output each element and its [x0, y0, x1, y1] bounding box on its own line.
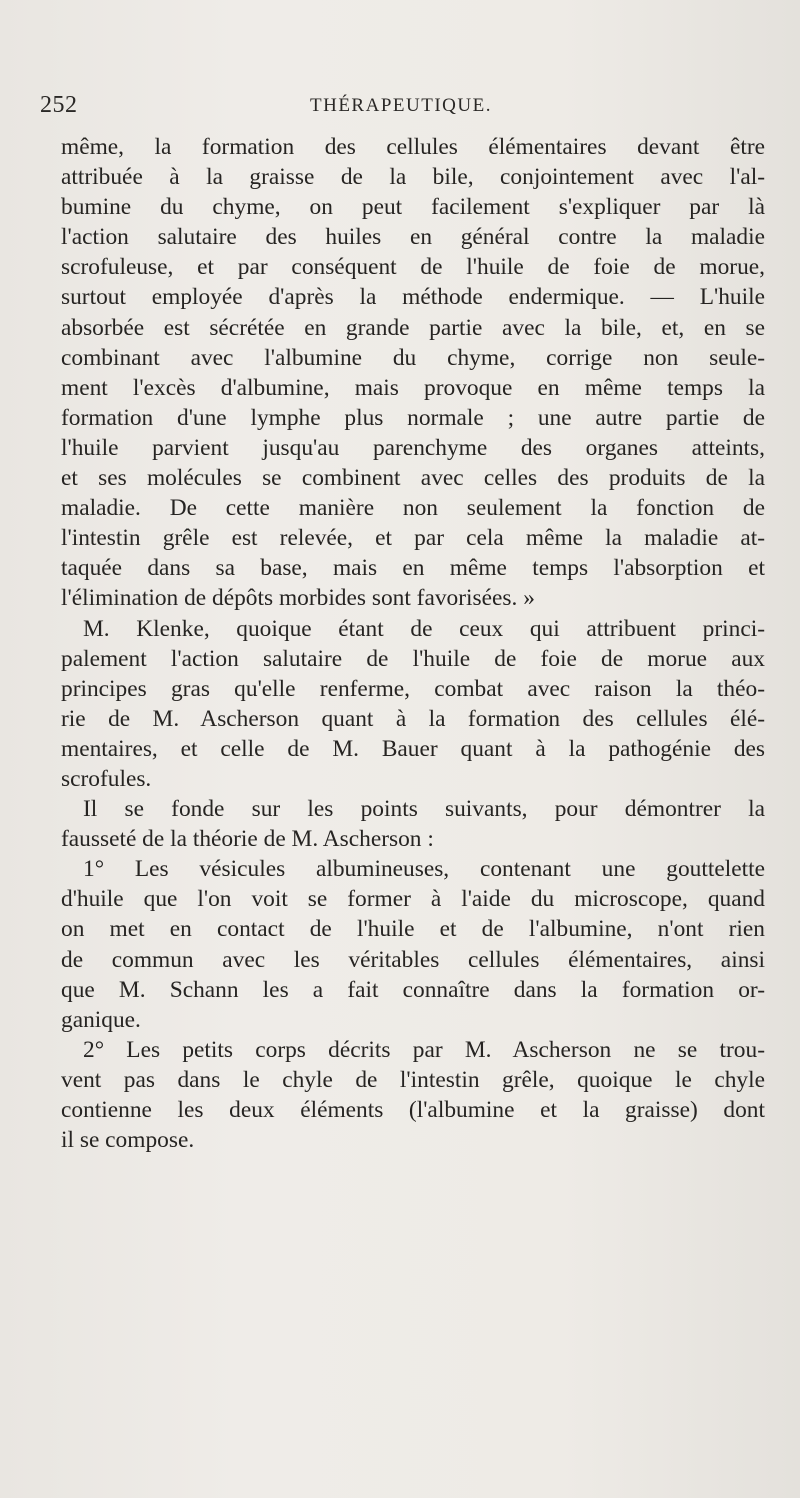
text-line: principes gras qu'elle renferme, combat avec raison la théo- [61, 675, 765, 702]
text-line: ment l'excès d'albumine, mais provoque en même temps la [61, 374, 765, 401]
text-line: absorbée est sécrétée en grande partie avec la bile, et, en se [61, 314, 765, 341]
text-line: Il se fonde sur les points suivants, pour démontrer la [83, 796, 765, 823]
text-line: il se compose. [61, 1127, 195, 1154]
text-line: l'huile parvient jusqu'au parenchyme des organes atteints, [61, 434, 765, 461]
text-line: scrofules. [61, 765, 152, 792]
text-line: 1° Les vésicules albumineuses, contenant une gouttelette [83, 856, 765, 883]
text-line: M. Klenke, quoique étant de ceux qui attribuent princi- [83, 615, 765, 642]
text-line: maladie. De cette manière non seulement la fonction de [61, 495, 765, 522]
text-line: attribuée à la graisse de la bile, conjointement avec l'al- [61, 164, 765, 191]
page-number: 252 [40, 92, 78, 118]
text-line: l'élimination de dépôts morbides sont favorisées. » [61, 585, 535, 612]
text-line: palement l'action salutaire de l'huile de foie de morue aux [61, 645, 765, 672]
text-line: vent pas dans le chyle de l'intestin grêle, quoique le chyle [61, 1066, 765, 1093]
text-line: combinant avec l'albumine du chyme, corrige non seule- [61, 344, 765, 371]
body-text [61, 132, 765, 1155]
text-line: et ses molécules se combinent avec celles des produits de la [61, 465, 765, 492]
text-line: l'action salutaire des huiles en général contre la maladie [61, 224, 765, 251]
text-line: surtout employée d'après la méthode endermique. — L'huile [61, 284, 765, 311]
text-line: 2° Les petits corps décrits par M. Ascherson ne se trou- [83, 1036, 765, 1063]
text-line: l'intestin grêle est relevée, et par cela même la maladie at- [61, 525, 765, 552]
text-line: bumine du chyme, on peut facilement s'expliquer par là [61, 194, 765, 221]
page-header [40, 92, 760, 122]
text-line: taquée dans sa base, mais en même temps l'absorption et [61, 555, 765, 582]
text-line: de commun avec les véritables cellules élémentaires, ainsi [61, 946, 765, 973]
text-line: rie de M. Ascherson quant à la formation des cellules élé- [61, 705, 765, 732]
text-line: d'huile que l'on voit se former à l'aide du microscope, quand [61, 886, 765, 913]
running-head: THÉRAPEUTIQUE. [310, 95, 492, 116]
text-line: on met en contact de l'huile et de l'albumine, n'ont rien [61, 916, 765, 943]
text-line: même, la formation des cellules élémentaires devant être [61, 134, 765, 160]
text-line: fausseté de la théorie de M. Ascherson : [61, 826, 434, 853]
text-line: ganique. [61, 1006, 141, 1033]
text-line: contienne les deux éléments (l'albumine et la graisse) dont [61, 1097, 765, 1123]
text-line: scrofuleuse, et par conséquent de l'huile de foie de morue, [61, 254, 765, 281]
text-line: que M. Schann les a fait connaître dans la formation or- [61, 976, 765, 1003]
text-line: mentaires, et celle de M. Bauer quant à la pathogénie des [61, 735, 765, 762]
text-line: formation d'une lymphe plus normale ; une autre partie de [61, 404, 765, 431]
